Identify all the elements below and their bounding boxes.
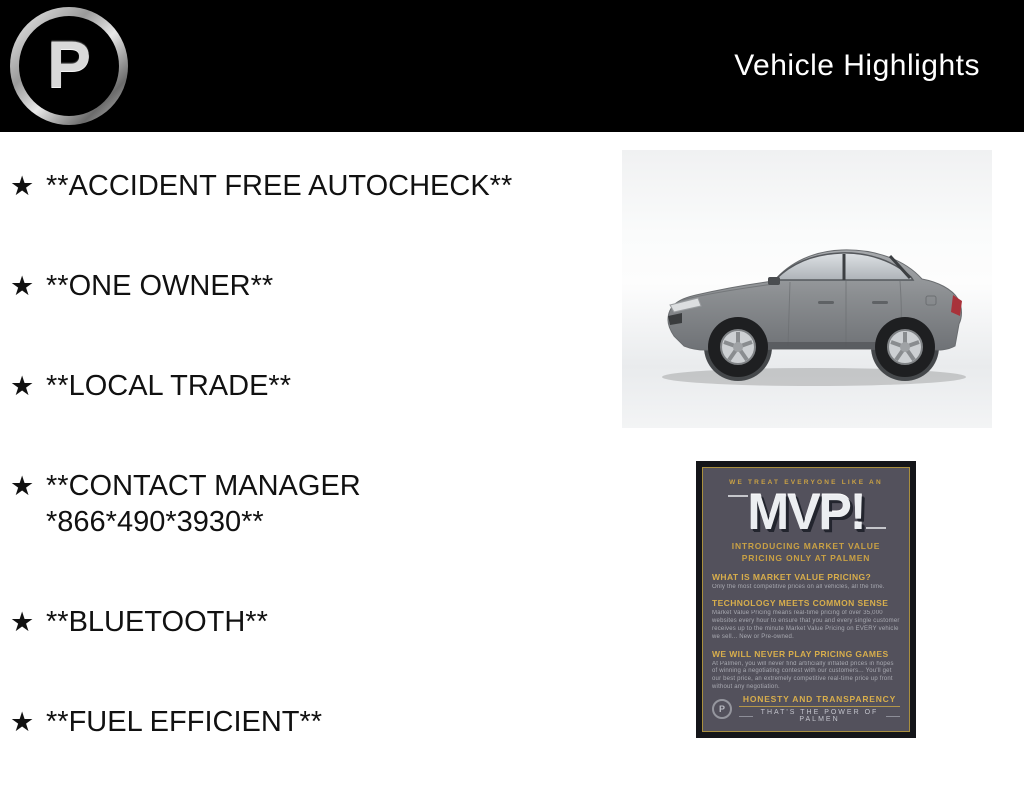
poster-footer-tagline-text: THAT'S THE POWER OF PALMEN bbox=[760, 709, 879, 723]
poster-section-body: At Palmen, you will never find artificially inflated prices in hopes of winning a negotiating contest with our customers... You'll get our best price, an extremely competitive real-time price up front without any negotiation. bbox=[712, 660, 894, 690]
highlight-text: **ONE OWNER** bbox=[46, 270, 274, 302]
poster-section-body: Only the most competitive prices on all vehicles, all the time. bbox=[712, 583, 885, 590]
poster-footer-tagline bbox=[739, 709, 900, 723]
star-icon: ★ bbox=[10, 607, 35, 637]
list-item bbox=[10, 604, 610, 640]
list-item bbox=[10, 704, 610, 740]
poster-section-heading: WHAT IS MARKET VALUE PRICING? bbox=[712, 571, 872, 582]
star-icon: ★ bbox=[10, 471, 35, 501]
poster-section bbox=[712, 572, 900, 592]
star-icon: ★ bbox=[10, 271, 35, 301]
header-bar bbox=[0, 0, 1024, 132]
emblem-letter: P bbox=[718, 703, 725, 714]
poster-subtitle-line-1: INTRODUCING MARKET VALUE bbox=[731, 541, 881, 551]
highlight-text: **LOCAL TRADE** bbox=[46, 370, 291, 402]
vehicle-photo bbox=[622, 150, 992, 428]
page-title: Vehicle Highlights bbox=[734, 49, 980, 82]
poster-title: MVP! bbox=[747, 484, 865, 540]
mvp-poster-inner bbox=[702, 467, 910, 732]
dealer-logo-letter: P bbox=[46, 27, 92, 101]
star-icon: ★ bbox=[10, 371, 35, 401]
palmen-emblem-icon bbox=[712, 699, 732, 719]
highlight-text: **ACCIDENT FREE AUTOCHECK** bbox=[46, 170, 513, 202]
sedan-side-view-illustration bbox=[622, 150, 992, 428]
poster-footer-text bbox=[739, 694, 900, 723]
poster-section bbox=[712, 598, 900, 641]
highlight-text bbox=[46, 468, 361, 540]
list-item bbox=[10, 368, 610, 404]
poster-subtitle bbox=[712, 540, 900, 565]
poster-eyebrow: WE TREAT EVERYONE LIKE AN bbox=[729, 479, 883, 486]
decor-dash bbox=[728, 495, 748, 497]
decor-rule bbox=[886, 716, 900, 717]
mvp-poster bbox=[696, 461, 916, 738]
poster-footer bbox=[712, 694, 900, 725]
star-icon: ★ bbox=[10, 171, 35, 201]
dealer-logo-icon bbox=[10, 7, 128, 125]
poster-title-row bbox=[712, 484, 900, 540]
list-item bbox=[10, 168, 610, 204]
poster-footer-heading: HONESTY AND TRANSPARENCY bbox=[739, 694, 900, 707]
list-item bbox=[10, 468, 610, 540]
poster-section-body: Market Value Pricing means real-time pricing of over 35,000 websites every hour to ensure that you and every single customer receives up to the minute Market Value Pricing on EVERY vehicle we sell... New or Pre-owned. bbox=[712, 610, 900, 640]
decor-dash bbox=[866, 527, 886, 529]
highlight-text: **FUEL EFFICIENT** bbox=[46, 706, 323, 738]
list-item bbox=[10, 268, 610, 304]
star-icon: ★ bbox=[10, 707, 35, 737]
highlight-line-1: **CONTACT MANAGER bbox=[46, 470, 361, 502]
highlight-text: **BLUETOOTH** bbox=[46, 606, 268, 638]
poster-subtitle-line-2: PRICING ONLY AT PALMEN bbox=[741, 553, 871, 564]
highlight-line-2: *866*490*3930** bbox=[46, 506, 264, 538]
decor-rule bbox=[739, 716, 753, 717]
dealer-logo-inner-ring bbox=[19, 16, 119, 116]
poster-section-heading: WE WILL NEVER PLAY PRICING GAMES bbox=[712, 648, 889, 659]
poster-section bbox=[712, 649, 900, 692]
poster-section-heading: TECHNOLOGY MEETS COMMON SENSE bbox=[712, 598, 889, 609]
highlights-list bbox=[10, 168, 610, 804]
